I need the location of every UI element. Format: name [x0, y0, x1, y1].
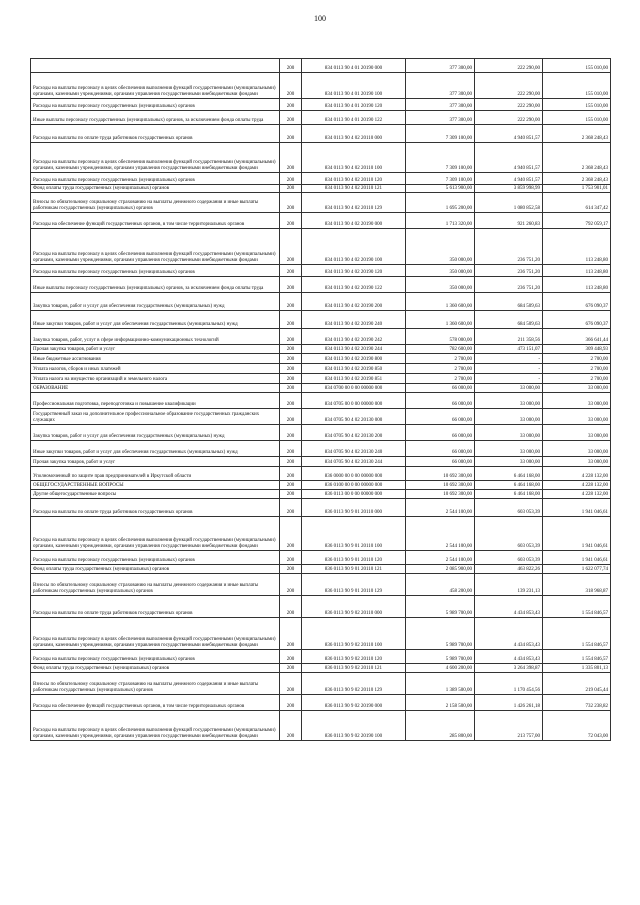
- row-remaining-cell: 1 335 801,13: [543, 664, 611, 673]
- row-code-cell: 200: [280, 425, 302, 441]
- table-row: [31, 673, 611, 695]
- table-row: [31, 173, 611, 185]
- table-row: [31, 467, 611, 481]
- row-kbk-cell: 834 0113 90 4 02 20190 122: [302, 277, 406, 293]
- row-executed-cell: 603 053,39: [475, 517, 543, 551]
- row-name-cell: Расходы на выплаты персоналу государственных (муниципальных) органов: [31, 650, 280, 664]
- page-number: 100: [314, 14, 326, 23]
- row-executed-cell: 222 290,00: [475, 111, 543, 125]
- row-code-cell: 200: [280, 59, 302, 73]
- row-code-cell: 200: [280, 481, 302, 490]
- row-name-cell: Расходы на выплаты персоналу в целях обеспечения выполнения функций государственными (муниципальными) органами, казенными учреждениями, органами управления государственными внебюджетными фондами: [31, 143, 280, 173]
- row-kbk-cell: 834 0113 90 4 02 20190 850: [302, 364, 406, 374]
- row-remaining-cell: 1 554 846,57: [543, 650, 611, 664]
- row-name-cell: Взносы по обязательному социальному страхованию на выплаты денежного содержания и иные выплаты работникам государственных (муниципальных) органов: [31, 574, 280, 596]
- row-plan-cell: 1 360 600,00: [406, 311, 475, 329]
- row-remaining-cell: 1 941 046,61: [543, 551, 611, 565]
- row-name-cell: Фонд оплаты труда государственных (муниципальных) органов: [31, 565, 280, 574]
- row-name-cell: Прочая закупка товаров, работ и услуг: [31, 457, 280, 467]
- table-row: [31, 650, 611, 664]
- row-code-cell: 200: [280, 393, 302, 409]
- row-name-cell: Расходы на выплаты по оплате труда работников государственных органов: [31, 499, 280, 517]
- row-plan-cell: 66 000,00: [406, 384, 475, 393]
- row-kbk-cell: 836 0113 90 9 01 20110 120: [302, 551, 406, 565]
- row-code-cell: 200: [280, 711, 302, 741]
- row-executed-cell: 33 000,00: [475, 393, 543, 409]
- row-executed-cell: 3 264 398,87: [475, 664, 543, 673]
- row-code-cell: 200: [280, 173, 302, 185]
- row-kbk-cell: 836 0113 90 9 01 20110 000: [302, 499, 406, 517]
- row-code-cell: 200: [280, 213, 302, 229]
- row-name-cell: Расходы на выплаты персоналу государственных (муниципальных) органов: [31, 173, 280, 185]
- row-remaining-cell: 309 448,93: [543, 345, 611, 354]
- row-name-cell: Иные выплаты персоналу государственных (муниципальных) органов, за исключением фонда оплаты труда: [31, 111, 280, 125]
- row-name-cell: Взносы по обязательному социальному страхованию на выплаты денежного содержания и иные выплаты работникам государственных (муниципальных) органов: [31, 193, 280, 213]
- budget-execution-table: [30, 58, 611, 741]
- table-row: [31, 111, 611, 125]
- row-code-cell: 200: [280, 345, 302, 354]
- row-name-cell: ОБРАЗОВАНИЕ: [31, 384, 280, 393]
- row-kbk-cell: 834 0113 90 4 01 20190 120: [302, 99, 406, 111]
- row-name-cell: Расходы на выплаты персоналу в целях обеспечения выполнения функций государственными (муниципальными) органами, казенными учреждениями, органами управления государственными внебюджетными фондами: [31, 711, 280, 741]
- row-kbk-cell: 834 0113 90 4 02 20190 244: [302, 345, 406, 354]
- row-kbk-cell: 836 0113 90 9 02 20110 121: [302, 664, 406, 673]
- row-executed-cell: 4 434 853,43: [475, 618, 543, 650]
- row-code-cell: 200: [280, 73, 302, 99]
- table-row: [31, 99, 611, 111]
- row-code-cell: 200: [280, 441, 302, 457]
- row-kbk-cell: 836 0113 00 0 00 00000 000: [302, 490, 406, 499]
- row-plan-cell: 2 085 900,00: [406, 565, 475, 574]
- row-name-cell: Закупка товаров, работ и услуг для обеспечения государственных (муниципальных) нужд: [31, 425, 280, 441]
- row-name-cell: Уполномоченный по защите прав предпринимателей в Иркутской области: [31, 467, 280, 481]
- row-plan-cell: 10 692 300,00: [406, 467, 475, 481]
- row-plan-cell: 10 692 300,00: [406, 481, 475, 490]
- row-executed-cell: 603 053,39: [475, 551, 543, 565]
- row-remaining-cell: 366 641,44: [543, 329, 611, 345]
- row-code-cell: 200: [280, 384, 302, 393]
- row-remaining-cell: 792 059,17: [543, 213, 611, 229]
- row-code-cell: 200: [280, 185, 302, 193]
- row-executed-cell: 236 751,20: [475, 277, 543, 293]
- row-executed-cell: 211 358,56: [475, 329, 543, 345]
- row-kbk-cell: 834 0113 90 4 02 20190 120: [302, 265, 406, 277]
- table-row: [31, 596, 611, 618]
- row-kbk-cell: 836 0113 90 9 02 20110 000: [302, 596, 406, 618]
- row-name-cell: [31, 59, 280, 73]
- row-remaining-cell: 72 043,00: [543, 711, 611, 741]
- table-row: [31, 695, 611, 711]
- table-row: [31, 293, 611, 311]
- row-remaining-cell: 4 228 132,00: [543, 490, 611, 499]
- row-plan-cell: 7 309 100,00: [406, 125, 475, 143]
- row-kbk-cell: 834 0113 90 4 02 20110 121: [302, 185, 406, 193]
- row-name-cell: Расходы на выплаты персоналу в целях обеспечения выполнения функций государственными (муниципальными) органами, казенными учреждениями, органами управления государственными внебюджетными фондами: [31, 229, 280, 265]
- table-row: [31, 393, 611, 409]
- row-kbk-cell: 834 0113 90 4 01 20190 000: [302, 59, 406, 73]
- table-row: [31, 618, 611, 650]
- row-kbk-cell: 836 0100 00 0 00 00000 000: [302, 481, 406, 490]
- row-plan-cell: 2 158 500,00: [406, 695, 475, 711]
- row-executed-cell: 4 434 853,43: [475, 650, 543, 664]
- row-kbk-cell: 834 0113 90 4 01 20190 100: [302, 73, 406, 99]
- row-executed-cell: 33 000,00: [475, 441, 543, 457]
- row-kbk-cell: 834 0113 90 4 02 20190 242: [302, 329, 406, 345]
- row-name-cell: ОБЩЕГОСУДАРСТВЕННЫЕ ВОПРОСЫ: [31, 481, 280, 490]
- table-body: [31, 59, 611, 741]
- row-remaining-cell: 1 554 846,57: [543, 596, 611, 618]
- row-remaining-cell: 732 238,82: [543, 695, 611, 711]
- row-executed-cell: 1 080 852,58: [475, 193, 543, 213]
- row-plan-cell: 2 544 100,00: [406, 517, 475, 551]
- row-code-cell: 200: [280, 354, 302, 364]
- row-name-cell: Иные бюджетные ассигнования: [31, 354, 280, 364]
- row-plan-cell: 377 300,00: [406, 73, 475, 99]
- row-code-cell: 200: [280, 193, 302, 213]
- row-name-cell: Закупка товаров, работ, услуг в сфере информационно-коммуникационных технологий: [31, 329, 280, 345]
- row-name-cell: Уплата налога на имущество организаций и земельного налога: [31, 374, 280, 384]
- table-row: [31, 185, 611, 193]
- table-row: [31, 364, 611, 374]
- row-name-cell: Расходы на обеспечение функций государственных органов, в том числе территориальных органов: [31, 213, 280, 229]
- row-name-cell: Расходы на выплаты персоналу государственных (муниципальных) органов: [31, 99, 280, 111]
- row-code-cell: 200: [280, 329, 302, 345]
- row-name-cell: Расходы на выплаты персоналу государственных (муниципальных) органов: [31, 265, 280, 277]
- row-remaining-cell: 33 000,00: [543, 441, 611, 457]
- row-remaining-cell: 113 248,80: [543, 277, 611, 293]
- row-remaining-cell: 2 700,00: [543, 364, 611, 374]
- row-executed-cell: 33 000,00: [475, 384, 543, 393]
- table-row: [31, 565, 611, 574]
- table-row: [31, 574, 611, 596]
- row-remaining-cell: 1 622 077,74: [543, 565, 611, 574]
- row-code-cell: 200: [280, 125, 302, 143]
- row-executed-cell: 3 859 998,99: [475, 185, 543, 193]
- row-plan-cell: 350 000,00: [406, 277, 475, 293]
- row-kbk-cell: 834 0113 90 4 02 20190 240: [302, 311, 406, 329]
- table-row: [31, 384, 611, 393]
- table-row: [31, 409, 611, 425]
- row-plan-cell: 1 389 500,00: [406, 673, 475, 695]
- row-code-cell: 200: [280, 374, 302, 384]
- row-name-cell: Взносы по обязательному социальному страхованию на выплаты денежного содержания и иные выплаты работникам государственных (муниципальных) органов: [31, 673, 280, 695]
- row-code-cell: 200: [280, 499, 302, 517]
- row-code-cell: 200: [280, 467, 302, 481]
- row-remaining-cell: 155 010,00: [543, 111, 611, 125]
- table-row: [31, 425, 611, 441]
- row-plan-cell: 2 544 100,00: [406, 551, 475, 565]
- row-remaining-cell: 155 010,00: [543, 73, 611, 99]
- row-code-cell: 200: [280, 364, 302, 374]
- row-executed-cell: 33 000,00: [475, 457, 543, 467]
- row-remaining-cell: 318 968,87: [543, 574, 611, 596]
- row-plan-cell: 5 989 700,00: [406, 596, 475, 618]
- table-row: [31, 59, 611, 73]
- table-row: [31, 499, 611, 517]
- table-row: [31, 517, 611, 551]
- table-row: [31, 551, 611, 565]
- row-name-cell: Иные закупки товаров, работ и услуг для обеспечения государственных (муниципальных) нужд: [31, 311, 280, 329]
- row-executed-cell: 213 757,00: [475, 711, 543, 741]
- row-executed-cell: 6 464 168,00: [475, 490, 543, 499]
- row-plan-cell: 377 300,00: [406, 59, 475, 73]
- row-plan-cell: 782 600,00: [406, 345, 475, 354]
- row-code-cell: 200: [280, 311, 302, 329]
- row-kbk-cell: 836 0113 90 9 01 20110 100: [302, 517, 406, 551]
- row-code-cell: 200: [280, 265, 302, 277]
- row-kbk-cell: 834 0113 90 4 02 20110 100: [302, 143, 406, 173]
- row-code-cell: 200: [280, 517, 302, 551]
- row-code-cell: 200: [280, 490, 302, 499]
- row-code-cell: 200: [280, 664, 302, 673]
- row-code-cell: 200: [280, 409, 302, 425]
- row-executed-cell: 33 000,00: [475, 409, 543, 425]
- row-executed-cell: -: [475, 374, 543, 384]
- row-kbk-cell: 834 0705 90 4 02 20130 244: [302, 457, 406, 467]
- row-kbk-cell: 836 0000 00 0 00 00000 000: [302, 467, 406, 481]
- row-plan-cell: 578 000,00: [406, 329, 475, 345]
- row-executed-cell: 139 231,13: [475, 574, 543, 596]
- row-executed-cell: 1 170 454,56: [475, 673, 543, 695]
- row-remaining-cell: 2 368 248,43: [543, 125, 611, 143]
- row-kbk-cell: 834 0705 90 4 02 20130 240: [302, 441, 406, 457]
- row-name-cell: Фонд оплаты труда государственных (муниципальных) органов: [31, 185, 280, 193]
- row-code-cell: 200: [280, 596, 302, 618]
- row-code-cell: 200: [280, 99, 302, 111]
- table-row: [31, 374, 611, 384]
- row-remaining-cell: 113 248,80: [543, 229, 611, 265]
- row-plan-cell: 350 000,00: [406, 229, 475, 265]
- table-row: [31, 193, 611, 213]
- row-plan-cell: 4 600 200,00: [406, 664, 475, 673]
- row-plan-cell: 2 700,00: [406, 354, 475, 364]
- row-plan-cell: 66 000,00: [406, 457, 475, 467]
- row-remaining-cell: 676 090,37: [543, 293, 611, 311]
- row-remaining-cell: 676 090,37: [543, 311, 611, 329]
- row-name-cell: Государственный заказ на дополнительное профессиональное образование государственных гражданских служащих: [31, 409, 280, 425]
- row-name-cell: Закупка товаров, работ и услуг для обеспечения государственных (муниципальных) нужд: [31, 293, 280, 311]
- row-plan-cell: 1 695 200,00: [406, 193, 475, 213]
- row-name-cell: Иные закупки товаров, работ и услуг для обеспечения государственных (муниципальных) нужд: [31, 441, 280, 457]
- row-name-cell: Расходы на обеспечение функций государственных органов, в том числе территориальных органов: [31, 695, 280, 711]
- row-plan-cell: 5 989 700,00: [406, 618, 475, 650]
- row-remaining-cell: 4 228 132,00: [543, 481, 611, 490]
- table-row: [31, 711, 611, 741]
- row-code-cell: 200: [280, 277, 302, 293]
- row-code-cell: 200: [280, 565, 302, 574]
- row-executed-cell: 684 509,63: [475, 311, 543, 329]
- row-plan-cell: 10 692 300,00: [406, 490, 475, 499]
- table-row: [31, 457, 611, 467]
- row-code-cell: 200: [280, 229, 302, 265]
- row-remaining-cell: 1 753 901,01: [543, 185, 611, 193]
- row-kbk-cell: 836 0113 90 9 01 20110 121: [302, 565, 406, 574]
- row-code-cell: 200: [280, 111, 302, 125]
- table-row: [31, 345, 611, 354]
- row-executed-cell: 1 426 261,18: [475, 695, 543, 711]
- row-plan-cell: 66 000,00: [406, 441, 475, 457]
- row-kbk-cell: 836 0113 90 9 02 20110 100: [302, 618, 406, 650]
- row-remaining-cell: 2 700,00: [543, 354, 611, 364]
- table-row: [31, 441, 611, 457]
- row-executed-cell: 6 464 168,00: [475, 467, 543, 481]
- row-executed-cell: -: [475, 354, 543, 364]
- row-executed-cell: 463 822,26: [475, 565, 543, 574]
- row-plan-cell: 350 000,00: [406, 265, 475, 277]
- table-row: [31, 490, 611, 499]
- row-plan-cell: 7 309 100,00: [406, 143, 475, 173]
- row-kbk-cell: 834 0113 90 4 02 20110 120: [302, 173, 406, 185]
- row-plan-cell: 377 300,00: [406, 111, 475, 125]
- row-name-cell: Расходы на выплаты по оплате труда работников государственных органов: [31, 596, 280, 618]
- row-remaining-cell: 155 010,00: [543, 99, 611, 111]
- row-code-cell: 200: [280, 457, 302, 467]
- row-kbk-cell: 836 0113 90 9 02 20190 000: [302, 695, 406, 711]
- row-remaining-cell: 33 000,00: [543, 457, 611, 467]
- row-executed-cell: 473 151,07: [475, 345, 543, 354]
- row-executed-cell: 603 053,39: [475, 499, 543, 517]
- row-executed-cell: 33 000,00: [475, 425, 543, 441]
- row-executed-cell: 222 290,00: [475, 73, 543, 99]
- table-row: [31, 73, 611, 99]
- row-plan-cell: 7 309 100,00: [406, 173, 475, 185]
- row-remaining-cell: 1 941 046,61: [543, 499, 611, 517]
- row-name-cell: Фонд оплаты труда государственных (муниципальных) органов: [31, 664, 280, 673]
- table-row: [31, 311, 611, 329]
- row-remaining-cell: 219 045,44: [543, 673, 611, 695]
- row-kbk-cell: 836 0113 90 9 02 20110 120: [302, 650, 406, 664]
- table-row: [31, 664, 611, 673]
- row-name-cell: Расходы на выплаты персоналу государственных (муниципальных) органов: [31, 551, 280, 565]
- row-remaining-cell: 4 228 132,00: [543, 467, 611, 481]
- row-plan-cell: 1 713 320,00: [406, 213, 475, 229]
- row-executed-cell: 4 940 851,57: [475, 125, 543, 143]
- row-name-cell: Расходы на выплаты персоналу в целях обеспечения выполнения функций государственными (муниципальными) органами, казенными учреждениями, органами управления государственными внебюджетными фондами: [31, 517, 280, 551]
- row-plan-cell: 2 544 100,00: [406, 499, 475, 517]
- row-kbk-cell: 834 0113 90 4 02 20190 000: [302, 213, 406, 229]
- row-executed-cell: 921 260,83: [475, 213, 543, 229]
- row-name-cell: Профессиональная подготовка, переподготовка и повышение квалификации: [31, 393, 280, 409]
- row-kbk-cell: 834 0705 90 4 02 20130 000: [302, 409, 406, 425]
- row-code-cell: 200: [280, 650, 302, 664]
- row-kbk-cell: 834 0700 00 0 00 00000 000: [302, 384, 406, 393]
- row-kbk-cell: 834 0113 90 4 02 20190 851: [302, 374, 406, 384]
- table-row: [31, 143, 611, 173]
- row-code-cell: 200: [280, 618, 302, 650]
- row-remaining-cell: 33 000,00: [543, 409, 611, 425]
- row-executed-cell: 6 464 168,00: [475, 481, 543, 490]
- row-remaining-cell: 33 000,00: [543, 425, 611, 441]
- row-plan-cell: 1 360 600,00: [406, 293, 475, 311]
- row-code-cell: 200: [280, 695, 302, 711]
- row-code-cell: 200: [280, 143, 302, 173]
- table-row: [31, 277, 611, 293]
- row-name-cell: Прочая закупка товаров, работ и услуг: [31, 345, 280, 354]
- row-name-cell: Другие общегосударственные вопросы: [31, 490, 280, 499]
- table-row: [31, 481, 611, 490]
- row-kbk-cell: 834 0113 90 4 02 20190 800: [302, 354, 406, 364]
- row-kbk-cell: 836 0113 90 9 01 20110 129: [302, 574, 406, 596]
- row-name-cell: Расходы на выплаты персоналу в целях обеспечения выполнения функций государственными (муниципальными) органами, казенными учреждениями, органами управления государственными внебюджетными фондами: [31, 73, 280, 99]
- row-remaining-cell: 113 248,80: [543, 265, 611, 277]
- row-plan-cell: 5 613 900,00: [406, 185, 475, 193]
- row-kbk-cell: 834 0113 90 4 02 20110 129: [302, 193, 406, 213]
- row-code-cell: 200: [280, 673, 302, 695]
- row-kbk-cell: 836 0113 90 9 02 20190 100: [302, 711, 406, 741]
- row-executed-cell: 684 509,63: [475, 293, 543, 311]
- row-kbk-cell: 834 0113 90 4 02 20190 200: [302, 293, 406, 311]
- table-row: [31, 265, 611, 277]
- row-name-cell: Расходы на выплаты по оплате труда работников государственных органов: [31, 125, 280, 143]
- row-executed-cell: 236 751,20: [475, 265, 543, 277]
- row-executed-cell: 4 940 851,57: [475, 143, 543, 173]
- row-plan-cell: 377 300,00: [406, 99, 475, 111]
- table-row: [31, 213, 611, 229]
- row-name-cell: Уплата налогов, сборов и иных платежей: [31, 364, 280, 374]
- row-remaining-cell: 1 554 846,57: [543, 618, 611, 650]
- row-kbk-cell: 836 0113 90 9 02 20110 129: [302, 673, 406, 695]
- row-executed-cell: -: [475, 364, 543, 374]
- row-kbk-cell: 834 0113 90 4 02 20110 000: [302, 125, 406, 143]
- row-kbk-cell: 834 0705 90 4 02 20130 200: [302, 425, 406, 441]
- row-code-cell: 200: [280, 574, 302, 596]
- row-plan-cell: 458 200,00: [406, 574, 475, 596]
- row-remaining-cell: 2 700,00: [543, 374, 611, 384]
- row-name-cell: Иные выплаты персоналу государственных (муниципальных) органов, за исключением фонда оплаты труда: [31, 277, 280, 293]
- row-executed-cell: 222 290,00: [475, 59, 543, 73]
- row-plan-cell: 285 800,00: [406, 711, 475, 741]
- row-plan-cell: 2 700,00: [406, 364, 475, 374]
- table-row: [31, 329, 611, 345]
- row-plan-cell: 5 989 700,00: [406, 650, 475, 664]
- row-remaining-cell: 1 941 046,61: [543, 517, 611, 551]
- row-executed-cell: 4 940 851,57: [475, 173, 543, 185]
- row-code-cell: 200: [280, 551, 302, 565]
- row-plan-cell: 2 700,00: [406, 374, 475, 384]
- row-kbk-cell: 834 0113 90 4 02 20190 100: [302, 229, 406, 265]
- table-row: [31, 229, 611, 265]
- row-plan-cell: 66 000,00: [406, 393, 475, 409]
- row-code-cell: 200: [280, 293, 302, 311]
- row-executed-cell: 222 290,00: [475, 99, 543, 111]
- row-plan-cell: 66 000,00: [406, 425, 475, 441]
- table-row: [31, 354, 611, 364]
- row-remaining-cell: 33 000,00: [543, 393, 611, 409]
- row-remaining-cell: 614 347,42: [543, 193, 611, 213]
- row-remaining-cell: 2 368 248,43: [543, 173, 611, 185]
- row-remaining-cell: 155 010,00: [543, 59, 611, 73]
- row-plan-cell: 66 000,00: [406, 409, 475, 425]
- row-executed-cell: 4 434 853,43: [475, 596, 543, 618]
- row-remaining-cell: 33 000,00: [543, 384, 611, 393]
- table-row: [31, 125, 611, 143]
- row-executed-cell: 236 751,20: [475, 229, 543, 265]
- row-kbk-cell: 834 0113 90 4 01 20190 122: [302, 111, 406, 125]
- row-name-cell: Расходы на выплаты персоналу в целях обеспечения выполнения функций государственными (муниципальными) органами, казенными учреждениями, органами управления государственными внебюджетными фондами: [31, 618, 280, 650]
- row-kbk-cell: 834 0705 00 0 00 00000 000: [302, 393, 406, 409]
- row-remaining-cell: 2 368 248,43: [543, 143, 611, 173]
